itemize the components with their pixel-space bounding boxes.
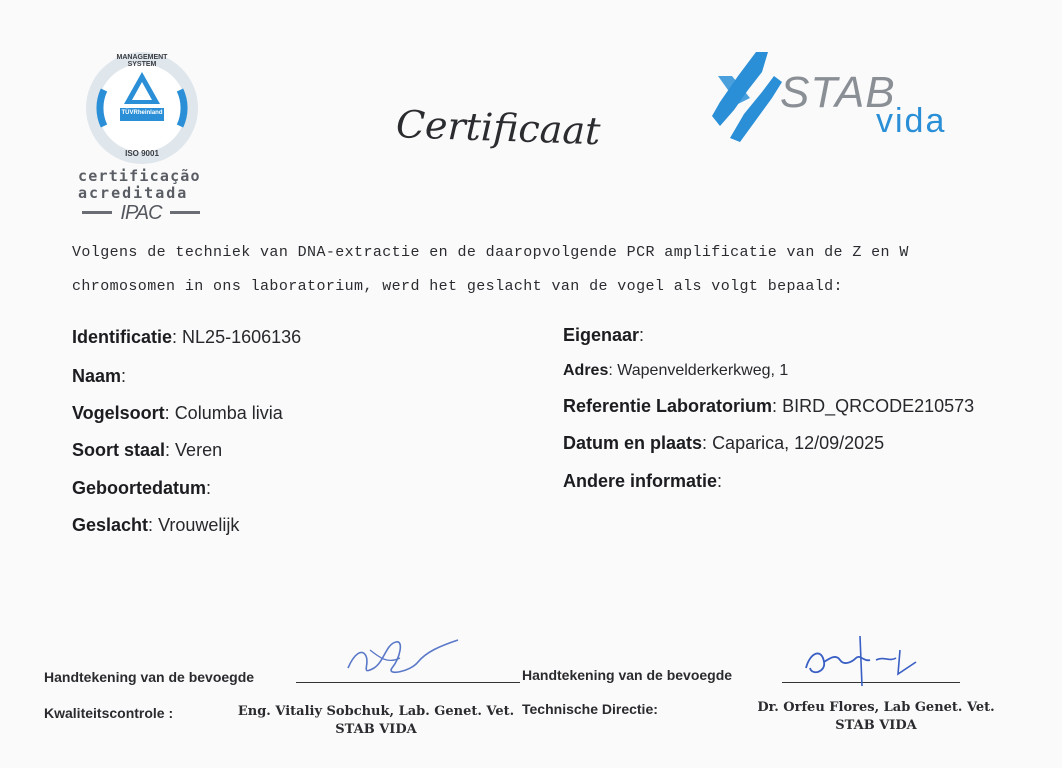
tuv-brand-text: TÜVRheinland [121, 110, 163, 116]
field-value: Vrouwelijk [158, 515, 240, 535]
ipac-logo [78, 168, 208, 230]
ipac-mark: IPAC [120, 202, 162, 224]
tuv-rheinland-logo [82, 48, 202, 168]
right-signature-label: Handtekening van de bevoegde [522, 667, 733, 683]
ipac-line2: acreditada [78, 184, 189, 202]
field-value: Caparica, 12/09/2025 [712, 433, 885, 453]
field-value: Columba livia [174, 403, 283, 423]
ipac-line1: certificação [78, 167, 201, 185]
field-label: Adres [563, 362, 609, 379]
left-signature-image [340, 628, 470, 684]
stab-word: STAB [780, 68, 896, 117]
left-signatory [226, 703, 526, 739]
field-label: Soort staal [72, 440, 166, 460]
iso-text: ISO 9001 [125, 149, 159, 158]
field-value: Veren [175, 440, 223, 460]
field-label: Referentie Laboratorium [563, 396, 773, 416]
field-datum-plaats: Datum en plaats: Caparica, 12/09/2025 [563, 433, 885, 453]
field-value: Wapenvelderkerkweg, 1 [617, 362, 789, 379]
left-signatory-org: STAB VIDA [335, 722, 417, 737]
page-title: Certificaat [395, 102, 602, 154]
field-label: Geboortedatum [72, 478, 207, 498]
field-adres: Adres: Wapenvelderkerkweg, 1 [563, 362, 789, 379]
field-label: Identificatie [72, 327, 173, 347]
field-geslacht: Geslacht: Vrouwelijk [72, 515, 240, 535]
field-referentie: Referentie Laboratorium: BIRD_QRCODE210573 [563, 396, 975, 416]
right-signature-image [800, 632, 950, 688]
field-label: Vogelsoort [72, 403, 165, 423]
vida-word: vida [876, 102, 947, 140]
field-label: Naam [72, 366, 122, 386]
field-identificatie: Identificatie: NL25-1606136 [72, 327, 302, 347]
field-label: Andere informatie [563, 471, 718, 491]
intro-line-1: Volgens de techniek van DNA-extractie en de daaropvolgende PCR amplificatie van de Z en W [72, 244, 909, 261]
field-label: Datum en plaats [563, 433, 703, 453]
field-andere-informatie: Andere informatie: [563, 471, 723, 491]
tuv-top-text: MANAGEMENT SYSTEM [116, 54, 168, 68]
field-label: Eigenaar [563, 325, 640, 345]
field-vogelsoort: Vogelsoort: Columba livia [72, 403, 283, 423]
left-signature-role: Kwaliteitscontrole : [44, 705, 174, 721]
right-signatory-org: STAB VIDA [835, 718, 917, 733]
right-signature-role: Technische Directie: [522, 701, 658, 717]
right-signatory [736, 699, 1016, 735]
left-signatory-name: Eng. Vitaliy Sobchuk, Lab. Genet. Vet. [237, 704, 515, 719]
stab-vida-logo [708, 46, 1008, 146]
field-value: BIRD_QRCODE210573 [782, 396, 975, 416]
field-value: NL25-1606136 [182, 327, 302, 347]
intro-line-2: chromosomen in ons laboratorium, werd het geslacht van de vogel als volgt bepaald: [72, 278, 843, 295]
field-eigenaar: Eigenaar: [563, 325, 645, 345]
field-geboortedatum: Geboortedatum: [72, 478, 212, 498]
field-label: Geslacht [72, 515, 149, 535]
field-naam: Naam: [72, 366, 127, 386]
stab-vida-helix-icon [708, 46, 788, 146]
left-signature-label: Handtekening van de bevoegde [44, 669, 255, 685]
field-soort-staal: Soort staal: Veren [72, 440, 223, 460]
right-signatory-name: Dr. Orfeu Flores, Lab Genet. Vet. [757, 700, 995, 715]
